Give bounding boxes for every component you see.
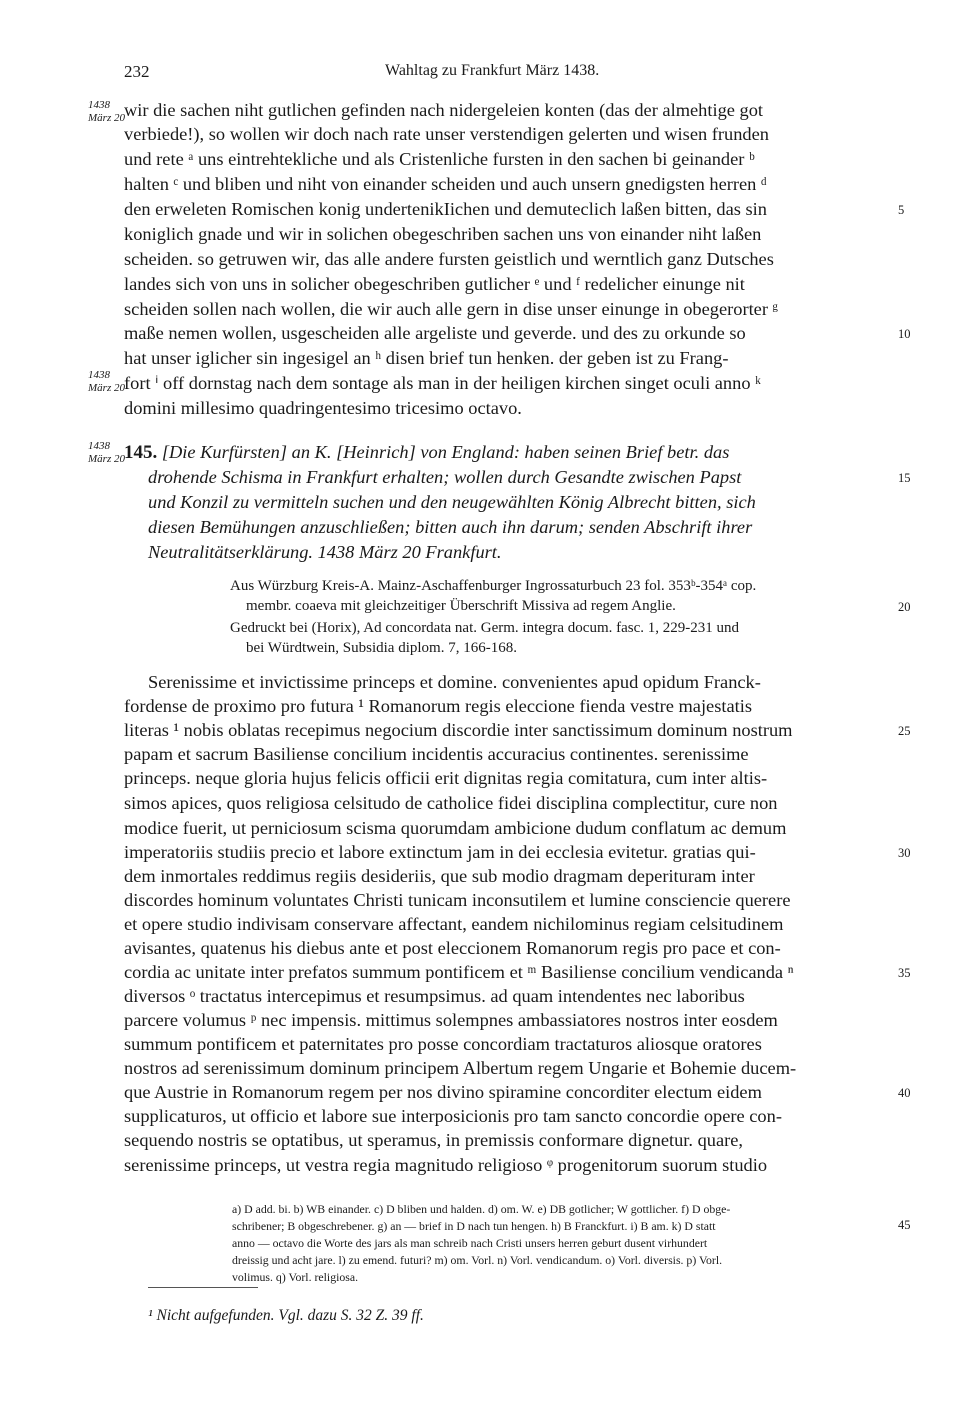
margin-date-mid: 1438 März 20 <box>88 369 125 394</box>
line-number: 10 <box>898 327 911 341</box>
line-number: 40 <box>898 1086 911 1100</box>
text-line: imperatoriis studiis precio et labore extinctum jam in dei ecclesia evitetur. gratias qui- <box>124 842 756 862</box>
text-line: maße nemen wollen, usgescheiden alle argeliste und geverde. und des zu orkunde so <box>124 323 746 343</box>
line-number: 20 <box>898 600 911 614</box>
heading-text: [Die Kurfürsten] an K. [Heinrich] von England: haben seinen Brief betr. das <box>161 442 730 462</box>
text-line: et opere studio indivisam conservare affectant, eandem nichilominus regiam celsitudinem <box>124 914 784 934</box>
source-line: Aus Würzburg Kreis-A. Mainz-Aschaffenburger Ingrossaturbuch 23 fol. 353ᵇ-354ᵃ cop. <box>230 578 757 594</box>
margin-date-doc: 1438 März 20 <box>88 440 125 465</box>
text-line: den erweleten Romischen konig undertenikIichen und demuteclich laßen bitten, das sin <box>124 199 767 219</box>
text-line: dem inmortales reddimus regiis desideriis, que sub modio dragmam deperituram inter <box>124 866 755 886</box>
text-line: landes sich von uns in solicher obegeschriben gutlicher ᵉ und ᶠ redelicher einunge nit <box>124 274 745 294</box>
line-number: 25 <box>898 724 911 738</box>
line-number: 45 <box>898 1218 911 1232</box>
variant-note-line: anno — octavo die Worte des jars als man schreib nach Cristi unsers herren geburt dusent virhundert <box>232 1236 708 1250</box>
line-number: 30 <box>898 846 911 860</box>
heading-line: drohende Schisma in Frankfurt erhalten; wollen durch Gesandte zwischen Papst <box>148 467 742 487</box>
text-line: summum pontificem et paternitates pro posse concordiam tractaturos aliosque oratores <box>124 1034 762 1054</box>
text-line: cordia ac unitate inter prefatos summum pontificem et ᵐ Basiliense concilium vendicanda ⁿ <box>124 962 794 982</box>
text-line: literas ¹ nobis oblatas recepimus negocium discordie inter sanctissimum dominum nostrum <box>124 720 793 740</box>
text-line: sequendo nostris se optatibus, ut speramus, in premissis conformare dignetur. quare, <box>124 1130 744 1150</box>
text-line: domini millesimo quadringentesimo tricesimo octavo. <box>124 398 522 418</box>
heading-line <box>124 442 729 464</box>
line-number: 35 <box>898 966 911 980</box>
footnote-divider <box>148 1287 258 1288</box>
variant-note-line: volimus. q) Vorl. religiosa. <box>232 1270 359 1284</box>
text-line: modice fuerit, ut perniciosum scisma quorumdam ambicione dudum conflatum ac demum <box>124 818 787 838</box>
margin-date-top: 1438 März 20 <box>88 99 125 124</box>
text-line: und rete ᵃ uns eintrehtekliche und als Cristenliche fursten in den sachen bi geinander ᵇ <box>124 149 755 169</box>
source-line: bei Würdtwein, Subsidia diplom. 7, 166-168. <box>246 640 517 656</box>
source-line: Gedruckt bei (Horix), Ad concordata nat. Germ. integra docum. fasc. 1, 229-231 und <box>230 620 740 636</box>
text-line: que Austrie in Romanorum regem per nos divino spiramine concorditer electum eidem <box>124 1082 762 1102</box>
text-line: discordes hominum voluntates Christi tunicam inconsutilem et lumine consciencie querere <box>124 890 791 910</box>
text-line: simos apices, quos religiosa celsitudo de catholice fidei disciplina complectitur, cure non <box>124 793 778 813</box>
running-title: Wahltag zu Frankfurt März 1438. <box>385 62 600 79</box>
text-line: hat unser iglicher sin ingesigel an ʰ disen brief tun henken. der geben ist zu Frang- <box>124 348 729 368</box>
text-line: nostros ad serenissimum dominum principem Albertum regem Ungarie et Bohemie ducem- <box>124 1058 797 1078</box>
text-line: Serenissime et invictissime princeps et domine. convenientes apud opidum Franck- <box>148 672 761 692</box>
text-line: serenissime princeps, ut vestra regia magnitudo religioso ᵠ progenitorum suorum studio <box>124 1155 768 1175</box>
text-line: supplicaturos, ut officio et labore sue interposicionis pro tam sancto concordie opere con- <box>124 1106 782 1126</box>
variant-note-line: dreissig und acht jare. l) zu emend. futuri? m) om. Vorl. n) Vorl. vendicandum. o) Vorl. diversis. p) Vorl. <box>232 1253 723 1267</box>
text-line: fort ⁱ off dornstag nach dem sontage als man in der heiligen kirchen singet oculi anno ᵏ <box>124 373 761 393</box>
text-line: wir die sachen niht gutlichen gefinden nach nidergeleien konten (das der almehtige got <box>124 100 764 120</box>
text-line: parcere volumus ᵖ nec impensis. mittimus solempnes ambassiatores nostros inter eosdem <box>124 1010 778 1030</box>
footnote: ¹ Nicht aufgefunden. Vgl. dazu S. 32 Z. 39 ff. <box>148 1307 424 1324</box>
text-line: verbiede!), so wollen wir doch nach rate unser verstendigen gelerten und wisen frunden <box>124 124 769 144</box>
heading-line: Neutralitätserklärung. 1438 März 20 Frankfurt. <box>148 542 502 562</box>
source-line: membr. coaeva mit gleichzeitiger Überschrift Missiva ad regem Anglie. <box>246 598 676 614</box>
text-line: scheiden sollen nach wollen, die wir auch alle gern in dise unser einunge in obegerorter ᵍ <box>124 299 779 319</box>
page-header <box>0 62 960 86</box>
document-number: 145. <box>124 442 158 463</box>
heading-line: diesen Bemühungen anzuschließen; bitten auch ihn darum; senden Abschrift ihrer <box>148 517 753 537</box>
line-number: 5 <box>898 203 905 217</box>
variant-note-line: a) D add. bi. b) WB einander. c) D bliben und halden. d) om. W. e) DB gotlicher; W gottlicher. f) D obge- <box>232 1202 731 1216</box>
text-line: fordense de proximo pro futura ¹ Romanorum regis eleccione fienda vestre majestatis <box>124 696 753 716</box>
text-line: scheiden. so getruwen wir, das alle andere fursten geistlich und werntlich ganz Dutsches <box>124 249 774 269</box>
page-number: 232 <box>124 62 150 81</box>
heading-line: und Konzil zu vermitteln suchen und den neugewählten König Albrecht bitten, sich <box>148 492 756 512</box>
text-line: papam et sacrum Basiliense concilium incidentis accuracius continentes. serenissime <box>124 744 749 764</box>
text-line: diversos ᵒ tractatus intercepimus et resumpsimus. ad quam intendentes nec laboribus <box>124 986 745 1006</box>
text-line: avisantes, quatenus his diebus ante et post eleccionem Romanorum regis pro pace et con- <box>124 938 781 958</box>
text-line: halten ᶜ und bliben und niht von einander scheiden und auch unsern gnedigsten herren ᵈ <box>124 174 767 194</box>
line-number: 15 <box>898 471 911 485</box>
text-line: princeps. neque gloria hujus felicis officii erit dignitas regia comitatura, cum inter altis- <box>124 768 768 788</box>
variant-note-line: schribener; B obgeschrebener. g) an — brief in D nach tun hengen. h) B Franckfurt. i) B am. k) D statt <box>232 1219 716 1233</box>
text-line: koniglich gnade und wir in solichen obegeschriben sachen uns von einander niht laßen <box>124 224 762 244</box>
